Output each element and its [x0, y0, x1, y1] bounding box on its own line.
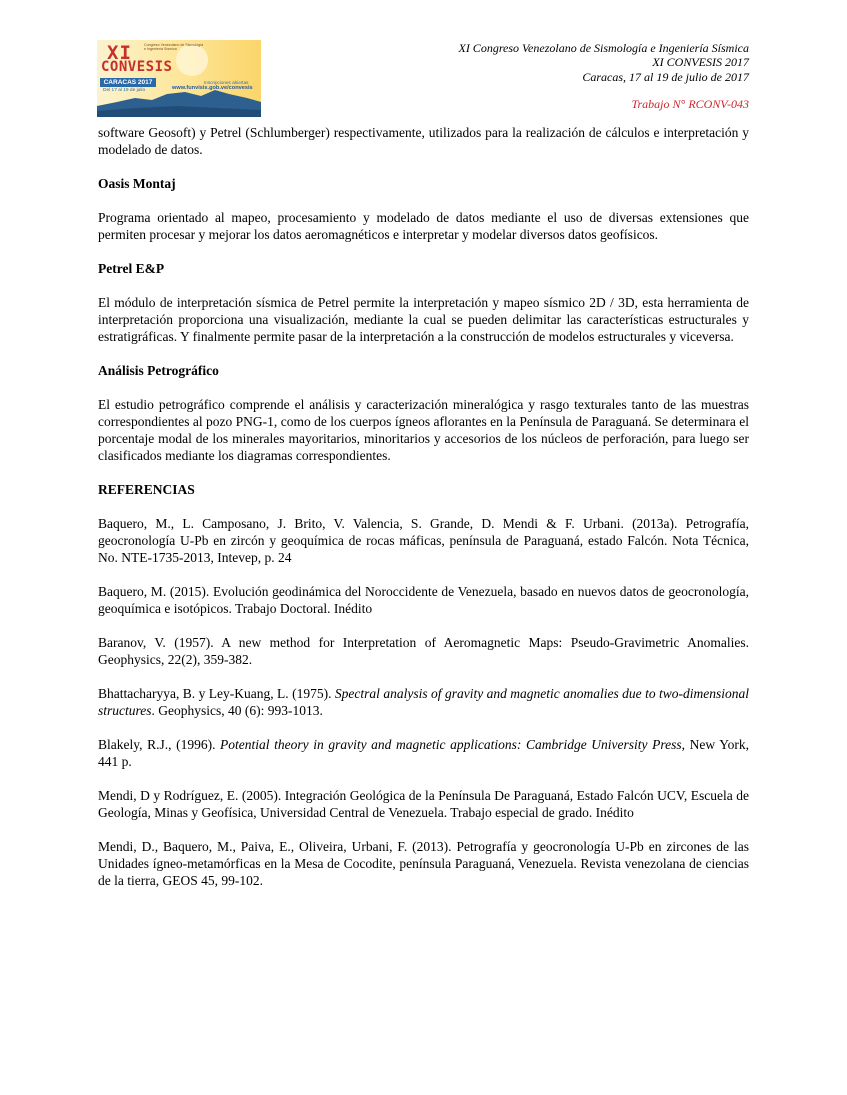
- intro-paragraph: software Geosoft) y Petrel (Schlumberger) respectivamente, utilizados para la realización de cálculos e interpretación y modelado de datos.: [98, 125, 749, 157]
- logo-number: XI: [107, 42, 132, 64]
- congress-title: XI Congreso Venezolano de Sismología e Ingeniería Sísmica: [458, 41, 749, 55]
- reference-item: Mendi, D., Baquero, M., Paiva, E., Oliveira, Urbani, F. (2013). Petrografía y geocronología U-Pb en zircones de las Unidades ígneo-metamórficas en la Mesa de Cocodite, península Paraguaná, Venezuela. Revista venezolana de ciencias de la tierra, GEOS 45, 99-102.: [98, 839, 749, 888]
- section-heading-referencias: REFERENCIAS: [98, 482, 195, 497]
- reference-title: Potential theory in gravity and magnetic applications: Cambridge University Press: [220, 737, 682, 752]
- section-heading-petrel: Petrel E&P: [98, 261, 165, 276]
- reference-item: [98, 736, 749, 770]
- reference-item: Baquero, M. (2015). Evolución geodinámica del Noroccidente de Venezuela, basado en nuevos datos de geocronología, geoquímica e isotópicos. Trabajo Doctoral. Inédito: [98, 584, 749, 616]
- logo-tagline: Congreso Venezolano de Sismología e Ingeniería Sísmica: [144, 43, 204, 52]
- section-heading-oasis: Oasis Montaj: [98, 176, 176, 191]
- reference-item: Baranov, V. (1957). A new method for Interpretation of Aeromagnetic Maps: Pseudo-Gravimetric Anomalies. Geophysics, 22(2), 359-382.: [98, 635, 749, 667]
- logo-city-badge: CARACAS 2017: [100, 78, 156, 87]
- reference-title: Spectral analysis of gravity and magnetic anomalies due to two-dimensional structures: [98, 686, 749, 718]
- reference-item: Mendi, D y Rodríguez, E. (2005). Integración Geológica de la Península De Paraguaná, Estado Falcón UCV, Escuela de Geología, Minas y Geofísica, Universidad Central de Venezuela. Trabajo especial de grado. Inédito: [98, 788, 749, 820]
- page-body: [98, 124, 749, 889]
- reference-source: . Geophysics, 40 (6): 993-1013.: [151, 703, 323, 718]
- congress-location-date: Caracas, 17 al 19 de julio de 2017: [582, 70, 749, 84]
- oasis-paragraph: Programa orientado al mapeo, procesamiento y modelado de datos mediante el uso de diversas extensiones que permiten procesar y mejorar los datos aeromagnéticos e interpretar y modelar diversos datos geofísicos.: [98, 210, 749, 242]
- reference-item: Baquero, M., L. Camposano, J. Brito, V. Valencia, S. Grande, D. Mendi & F. Urbani. (2013a). Petrografía, geocronología U-Pb en zircón y geoquímica de rocas máficas, península de Paraguaná, estado Falcón. Nota Técnica, No. NTE-1735-2013, Intevep, p. 24: [98, 516, 749, 565]
- logo-registration: Inscripciones abiertas: [204, 80, 249, 85]
- reference-source: , New York, 441 p.: [98, 737, 749, 769]
- logo-dates: Del 17 al 19 de julio: [103, 88, 146, 93]
- petrel-paragraph: El módulo de interpretación sísmica de Petrel permite la interpretación y mapeo sísmico 2D / 3D, esta herramienta de interpretación proporciona una visualización, mediante la cual se pueden delimitar las características estructurales y estratigráficas. Y finalmente permite pasar de la interpretación a la construcción de modelos estructurales y viceversa.: [98, 295, 749, 344]
- reference-authors: Blakely, R.J., (1996).: [98, 737, 221, 752]
- section-heading-petrografico: Análisis Petrográfico: [98, 363, 219, 378]
- reference-item: [98, 685, 749, 719]
- congress-edition: XI CONVESIS 2017: [652, 55, 749, 69]
- convesis-logo: [97, 40, 261, 117]
- reference-authors: Bhattacharyya, B. y Ley-Kuang, L. (1975).: [98, 686, 335, 701]
- logo-name: CONVESIS: [101, 59, 173, 75]
- work-number: Trabajo N° RCONV-043: [631, 97, 749, 111]
- logo-url: www.funvisis.gob.ve/convesis: [172, 85, 253, 91]
- petrografico-paragraph: El estudio petrográfico comprende el análisis y caracterización mineralógica y rasgo texturales tanto de las muestras correspondientes al pozo PNG-1, como de los cuerpos ígneos aflorantes en la Península de Paraguaná. Se determinara el porcentaje modal de los minerales mayoritarios, minoritarios y accesorios de los núcleos de perforación, para luego ser clasificados mediante los diagramas correspondientes.: [98, 397, 749, 463]
